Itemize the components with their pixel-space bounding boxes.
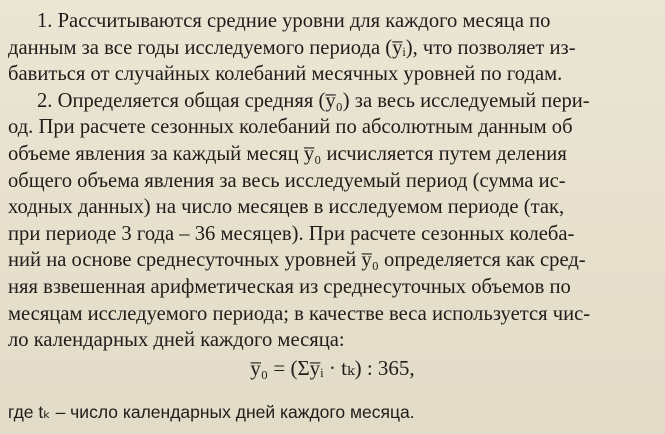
paragraph-2-line-4: общего объема явления за весь исследуемый период (сумма ис- (8, 169, 566, 192)
body-text (8, 8, 658, 354)
paragraph-1-line-2: данным за все годы исследуемого периода (y̅ᵢ), что позволяет из- (8, 36, 576, 59)
paragraph-2-line-9: месяцам исследуемого периода; в качестве веса используется чис- (8, 302, 591, 325)
paragraph-2-line-1: 2. Определяется общая средняя (y̅₀) за весь исследуемый пери- (37, 89, 590, 112)
paragraph-2-line-2: од. При расчете сезонных колебаний по абсолютным данным об (8, 116, 573, 139)
paragraph-1-line-3: бавиться от случайных колебаний месячных уровней по годам. (8, 63, 563, 86)
footnote: где tₖ – число календарных дней каждого месяца. (8, 402, 415, 422)
formula: y̅₀ = (Σy̅ᵢ · tₖ) : 365, (250, 356, 415, 380)
paragraph-2-line-5: ходных данных) на число месяцев в исследуемом периоде (так, (8, 196, 565, 219)
paragraph-2-line-3: объеме явления за каждый месяц y̅₀ исчисляется путем деления (8, 142, 567, 165)
paragraph-2-line-10: ло календарных дней каждого месяца: (8, 329, 345, 352)
paragraph-1-line-1: 1. Рассчитываются средние уровни для каждого месяца по (37, 10, 551, 32)
paragraph-2-line-7: ний на основе среднесуточных уровней y̅₀ определяется как сред- (8, 249, 586, 272)
paragraph-2-line-6: при периоде 3 года – 36 месяцев). При расчете сезонных колеба- (8, 222, 575, 245)
paragraph-2-line-8: няя взвешенная арифметическая из среднесуточных объемов по (8, 275, 571, 298)
